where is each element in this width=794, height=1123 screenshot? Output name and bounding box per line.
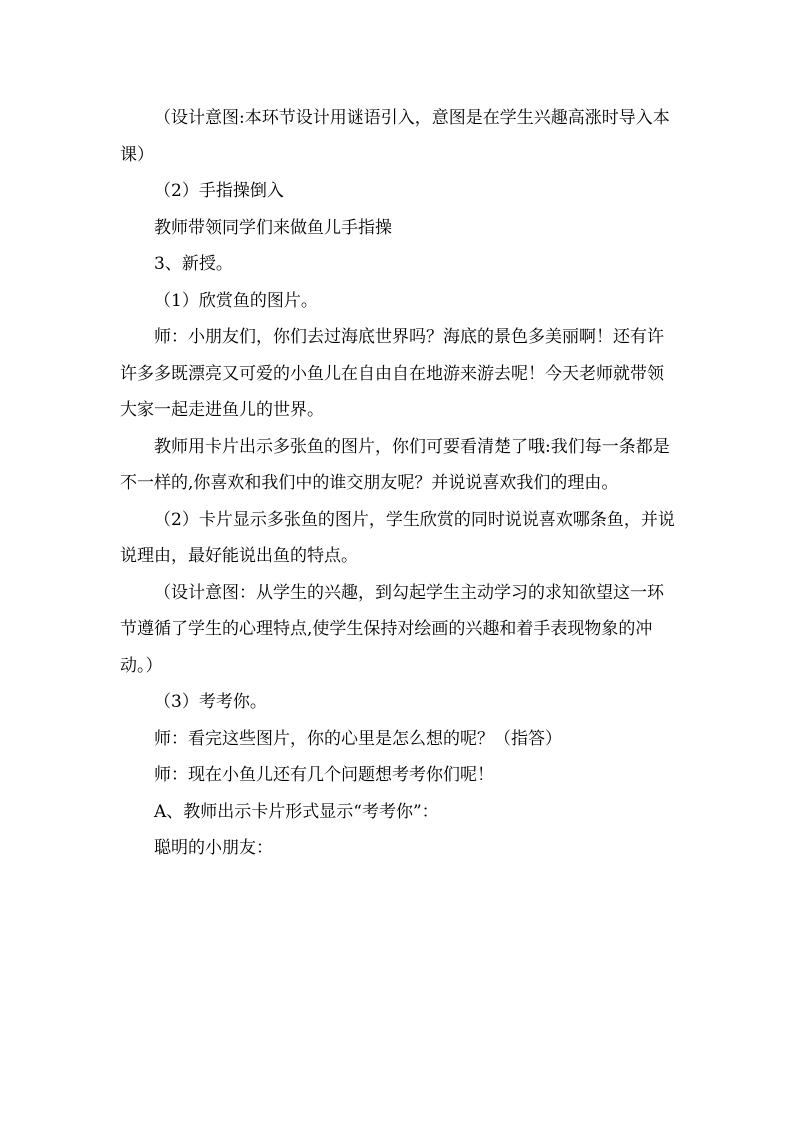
paragraph-design-intent-riddle: （设计意图:本环节设计用谜语引入，意图是在学生兴趣高涨时导入本课） — [120, 108, 670, 165]
paragraph-appreciate-fish-heading: （1）欣赏鱼的图片。 — [154, 290, 318, 311]
paragraph-teacher-quiz: 师：现在小鱼儿还有几个问题想考考你们呢！ — [154, 765, 494, 785]
paragraph-card-display: （2）卡片显示多张鱼的图片，学生欣赏的同时说说喜欢哪条鱼，并说说理由，最好能说出鱼的特点。 — [120, 509, 675, 566]
paragraph-quiz-card: A、教师出示卡片形式显示“考考你”： — [154, 801, 439, 822]
paragraph-design-intent-interest: （设计意图：从学生的兴趣，到勾起学生主动学习的求知欲望这一环节遵循了学生的心理特点,使学生保持对绘画的兴趣和着手表现物象的冲动。） — [120, 582, 664, 676]
paragraph-quiz-heading: （3）考考你。 — [154, 692, 267, 712]
paragraph-finger-exercise-heading: （2）手指操倒入 — [154, 181, 284, 201]
paragraph-new-lesson-heading: 3、新授。 — [154, 254, 233, 274]
document-body — [120, 100, 680, 867]
paragraph-finger-exercise: 教师带领同学们来做鱼儿手指操 — [154, 217, 392, 238]
paragraph-teacher-question: 师：看完这些图片，你的心里是怎么想的呢？（指答） — [154, 728, 562, 749]
paragraph-smart-kids: 聪明的小朋友： — [154, 838, 273, 858]
paragraph-fish-cards: 教师用卡片出示多张鱼的图片，你们可要看清楚了哦:我们每一条都是不一样的,你喜欢和我们中的谁交朋友呢？并说说喜欢我们的理由。 — [120, 436, 670, 493]
paragraph-teacher-intro: 师：小朋友们，你们去过海底世界吗？海底的景色多美丽啊！还有许许多多既漂亮又可爱的小鱼儿在自由自在地游来游去呢！今天老师就带领大家一起走进鱼儿的世界。 — [120, 327, 664, 420]
